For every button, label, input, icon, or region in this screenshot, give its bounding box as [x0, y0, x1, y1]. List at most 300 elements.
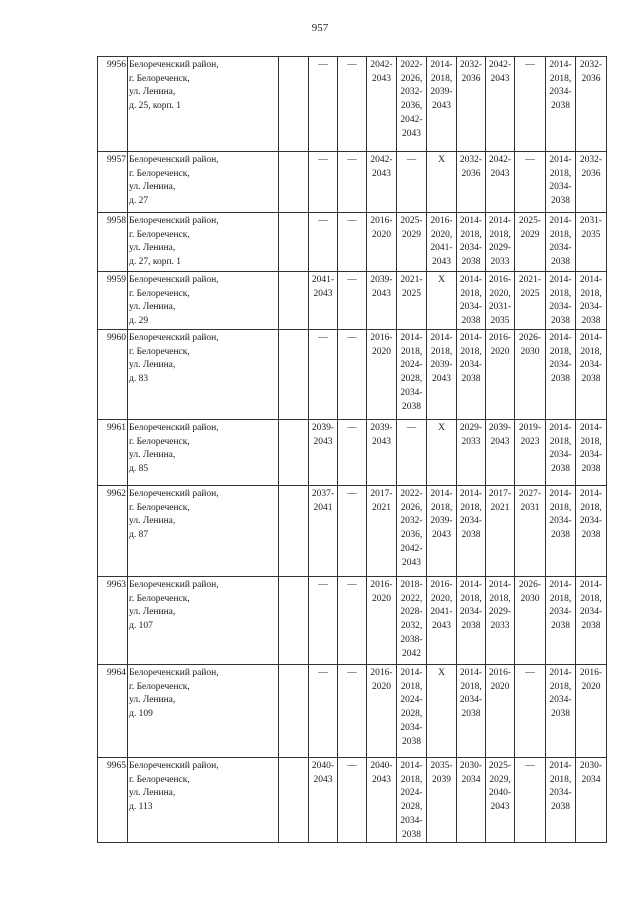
- period-line: 2032,: [400, 621, 423, 632]
- period-line: 2018,: [580, 593, 602, 604]
- period-line: 2018,: [460, 288, 482, 299]
- period-line: 2040-: [311, 761, 335, 771]
- period-line: 2043: [372, 73, 391, 84]
- period-cell: [515, 577, 546, 665]
- period-line: —: [406, 423, 417, 433]
- empty-cell: [279, 577, 309, 665]
- period-cell: [457, 486, 486, 577]
- period-line: 2021-: [518, 275, 542, 285]
- period-cell: [486, 152, 515, 213]
- period-line: 2035: [490, 316, 510, 327]
- period-line: 2038: [402, 736, 421, 747]
- period-line: —: [347, 489, 357, 499]
- address-line: ул. Ленина,: [129, 516, 176, 527]
- period-line: 2027-: [518, 489, 542, 499]
- period-line: 2038: [461, 316, 481, 327]
- period-cell: [515, 420, 546, 486]
- period-line: 2014-: [549, 155, 572, 165]
- period-cell: [457, 272, 486, 330]
- period-cell: [338, 577, 367, 665]
- row-id: 9960: [98, 330, 128, 420]
- period-line: 2034-: [549, 450, 572, 461]
- period-line: 2029: [520, 229, 540, 240]
- period-cell: [367, 486, 397, 577]
- period-cell: [515, 758, 546, 843]
- period-line: 2030-: [579, 761, 603, 771]
- period-line: 2020: [372, 681, 391, 692]
- period-line: 2034-: [459, 302, 483, 313]
- period-line: —: [347, 580, 357, 590]
- period-line: —: [347, 60, 357, 70]
- period-line: 2043: [432, 621, 451, 632]
- empty-cell: [279, 213, 309, 272]
- period-cell: [486, 330, 515, 420]
- period-line: 2039-: [370, 423, 393, 433]
- period-line: 2019-: [518, 423, 542, 433]
- period-cell: [486, 758, 515, 843]
- period-line: 2014-: [579, 580, 603, 590]
- address-line: ул. Ленина,: [129, 360, 176, 371]
- period-line: 2014-: [459, 275, 483, 285]
- address-line: д. 109: [129, 709, 153, 720]
- period-cell: [338, 57, 367, 152]
- period-line: 2014-: [579, 275, 603, 285]
- period-line: 2014-: [459, 580, 483, 590]
- period-cell: [397, 758, 427, 843]
- period-line: —: [406, 155, 417, 165]
- period-cell: [457, 665, 486, 758]
- period-cell: [546, 577, 576, 665]
- address-line: г. Белореченск,: [129, 168, 190, 179]
- row-address: [128, 758, 279, 843]
- address-line: д. 87: [129, 530, 149, 541]
- period-line: 2014-: [400, 761, 423, 771]
- period-line: 2038: [551, 709, 570, 720]
- period-line: 2038: [551, 464, 570, 475]
- address-line: Белореченский район,: [129, 580, 219, 590]
- address-line: ул. Ленина,: [129, 695, 176, 706]
- period-line: 2033: [490, 257, 510, 268]
- period-line: 2036: [461, 73, 481, 84]
- address-line: д. 107: [129, 621, 153, 632]
- period-line: 2038: [581, 374, 601, 385]
- period-line: 2014-: [430, 333, 453, 343]
- address-line: Белореченский район,: [129, 668, 219, 678]
- row-address: [128, 272, 279, 330]
- address-line: д. 27: [129, 196, 149, 207]
- row-id: 9957: [98, 152, 128, 213]
- period-line: 2041: [313, 502, 333, 513]
- period-line: 2043: [372, 436, 391, 447]
- period-cell: [397, 420, 427, 486]
- period-line: 2030: [520, 346, 540, 357]
- period-line: 2043: [432, 257, 451, 268]
- period-line: 2016-: [488, 668, 512, 678]
- period-line: 2043: [372, 288, 391, 299]
- period-cell: [309, 758, 338, 843]
- period-line: 2020: [372, 346, 391, 357]
- period-line: 2018,: [549, 436, 572, 447]
- period-line: 2018,: [549, 346, 572, 357]
- period-cell: [457, 330, 486, 420]
- period-line: 2014-: [549, 580, 572, 590]
- period-line: 2018,: [430, 502, 453, 513]
- period-line: 2018,: [549, 593, 572, 604]
- table-body: [98, 57, 607, 843]
- period-line: 2038: [581, 621, 601, 632]
- period-cell: [457, 577, 486, 665]
- period-line: 2039-: [430, 360, 453, 371]
- period-cell: [486, 213, 515, 272]
- period-line: 2020,: [489, 288, 511, 299]
- period-line: 2029-: [488, 607, 512, 618]
- period-line: —: [318, 155, 328, 165]
- period-cell: [427, 577, 457, 665]
- row-address: [128, 152, 279, 213]
- period-line: 2039-: [311, 423, 335, 433]
- period-line: 2014-: [579, 489, 603, 499]
- period-line: 2018,: [549, 502, 572, 513]
- period-cell: [367, 758, 397, 843]
- address-line: Белореченский район,: [129, 333, 219, 343]
- period-line: 2041-: [430, 243, 453, 254]
- period-line: 2018,: [430, 346, 453, 357]
- period-cell: [515, 152, 546, 213]
- period-line: 2042-: [488, 60, 512, 70]
- period-line: 2043: [432, 530, 451, 541]
- empty-cell: [279, 330, 309, 420]
- address-line: г. Белореченск,: [129, 593, 190, 604]
- address-line: Белореченский район,: [129, 216, 219, 226]
- period-line: 2014-: [488, 580, 512, 590]
- period-line: —: [525, 761, 535, 771]
- period-line: —: [347, 155, 357, 165]
- period-cell: [397, 57, 427, 152]
- period-line: 2032-: [400, 87, 423, 98]
- period-line: 2034-: [400, 815, 423, 826]
- period-line: 2018,: [549, 681, 572, 692]
- period-cell: [576, 272, 607, 330]
- address-line: г. Белореченск,: [129, 288, 190, 299]
- period-cell: [576, 420, 607, 486]
- period-cell: [309, 57, 338, 152]
- period-cell: [486, 420, 515, 486]
- address-line: г. Белореченск,: [129, 73, 190, 84]
- period-line: —: [347, 216, 357, 226]
- period-cell: [576, 213, 607, 272]
- period-cell: [457, 57, 486, 152]
- table-row: [98, 486, 607, 577]
- table-row: [98, 330, 607, 420]
- period-cell: [397, 577, 427, 665]
- empty-cell: [279, 665, 309, 758]
- period-line: 2036: [581, 73, 601, 84]
- period-line: 2035: [581, 229, 601, 240]
- period-cell: [397, 152, 427, 213]
- period-line: 2026-: [518, 580, 542, 590]
- period-line: 2018,: [489, 593, 511, 604]
- period-line: 2043: [372, 774, 391, 785]
- period-line: 2014-: [430, 489, 453, 499]
- address-line: г. Белореченск,: [129, 229, 190, 240]
- period-line: 2038: [402, 829, 421, 840]
- period-line: —: [318, 333, 328, 343]
- period-line: 2022-: [400, 489, 423, 499]
- period-line: 2020: [372, 593, 391, 604]
- period-line: 2034-: [579, 360, 603, 371]
- address-line: Белореченский район,: [129, 275, 219, 285]
- address-line: д. 25, корп. 1: [129, 101, 182, 112]
- row-id: 9965: [98, 758, 128, 843]
- period-line: 2020: [490, 346, 510, 357]
- row-address: [128, 213, 279, 272]
- period-line: 2016-: [370, 668, 393, 678]
- address-line: Белореченский район,: [129, 60, 219, 70]
- period-cell: [576, 486, 607, 577]
- period-cell: [515, 213, 546, 272]
- period-line: 2040-: [488, 788, 512, 799]
- period-line: 2014-: [430, 60, 453, 70]
- period-cell: [427, 330, 457, 420]
- period-line: 2025-: [488, 761, 512, 771]
- row-address: [128, 420, 279, 486]
- address-line: Белореченский район,: [129, 155, 219, 165]
- row-id: 9964: [98, 665, 128, 758]
- period-line: —: [347, 761, 357, 771]
- period-line: 2043: [490, 73, 510, 84]
- period-line: 2029: [402, 229, 421, 240]
- period-line: —: [318, 60, 328, 70]
- period-line: X: [438, 668, 445, 678]
- period-line: 2014-: [488, 216, 512, 226]
- period-cell: [427, 213, 457, 272]
- period-line: 2042-: [488, 155, 512, 165]
- period-line: 2018-: [400, 580, 423, 590]
- period-line: 2036,: [400, 101, 423, 112]
- period-line: 2034-: [549, 360, 572, 371]
- period-cell: [486, 577, 515, 665]
- address-line: ул. Ленина,: [129, 607, 176, 618]
- period-line: X: [438, 423, 445, 433]
- period-line: 2020,: [430, 593, 453, 604]
- period-cell: [486, 57, 515, 152]
- period-line: 2020: [490, 681, 510, 692]
- period-line: 2036,: [400, 530, 423, 541]
- table-row: [98, 272, 607, 330]
- period-cell: [515, 486, 546, 577]
- period-line: 2043: [402, 128, 421, 139]
- address-line: г. Белореченск,: [129, 346, 190, 357]
- period-cell: [309, 272, 338, 330]
- period-line: 2038: [551, 621, 570, 632]
- period-line: 2025: [520, 288, 540, 299]
- period-line: 2018,: [460, 593, 482, 604]
- period-line: 2016-: [370, 580, 393, 590]
- period-cell: [576, 577, 607, 665]
- period-line: 2034: [581, 774, 601, 785]
- row-id: 9961: [98, 420, 128, 486]
- address-line: г. Белореченск,: [129, 774, 190, 785]
- period-line: 2018,: [580, 288, 602, 299]
- row-address: [128, 665, 279, 758]
- period-line: 2018,: [460, 346, 482, 357]
- period-cell: [367, 330, 397, 420]
- period-line: 2016-: [430, 580, 453, 590]
- period-line: 2034-: [459, 607, 483, 618]
- period-line: 2014-: [549, 668, 572, 678]
- address-line: д. 85: [129, 464, 149, 475]
- table-row: [98, 57, 607, 152]
- address-line: г. Белореченск,: [129, 436, 190, 447]
- period-line: 2041-: [311, 275, 335, 285]
- period-line: 2014-: [400, 333, 423, 343]
- period-cell: [397, 213, 427, 272]
- empty-cell: [279, 486, 309, 577]
- period-cell: [397, 486, 427, 577]
- period-line: —: [347, 668, 357, 678]
- empty-cell: [279, 152, 309, 213]
- period-line: 2034-: [579, 450, 603, 461]
- period-cell: [576, 665, 607, 758]
- period-line: 2042-: [370, 60, 393, 70]
- period-line: 2014-: [579, 423, 603, 433]
- period-line: 2020: [581, 681, 601, 692]
- period-line: 2016-: [488, 275, 512, 285]
- period-line: 2018,: [400, 346, 423, 357]
- row-address: [128, 330, 279, 420]
- period-line: 2025-: [400, 216, 423, 226]
- period-line: 2038: [551, 374, 570, 385]
- period-cell: [397, 272, 427, 330]
- period-line: 2043: [313, 436, 333, 447]
- period-cell: [367, 213, 397, 272]
- period-cell: [427, 272, 457, 330]
- empty-cell: [279, 420, 309, 486]
- period-line: 2026,: [400, 502, 423, 513]
- period-line: 2014-: [459, 489, 483, 499]
- period-cell: [515, 57, 546, 152]
- period-line: 2038: [461, 621, 481, 632]
- period-cell: [309, 577, 338, 665]
- period-line: 2018,: [400, 774, 423, 785]
- period-cell: [486, 486, 515, 577]
- period-cell: [546, 272, 576, 330]
- period-line: 2024-: [400, 788, 423, 799]
- period-line: 2039-: [430, 87, 453, 98]
- period-line: X: [438, 275, 445, 285]
- period-cell: [427, 486, 457, 577]
- period-cell: [309, 213, 338, 272]
- period-line: 2041-: [430, 607, 453, 618]
- period-cell: [457, 420, 486, 486]
- period-line: 2035-: [430, 761, 453, 771]
- period-cell: [367, 152, 397, 213]
- period-line: 2034-: [459, 243, 483, 254]
- period-line: 2031: [520, 502, 540, 513]
- period-line: 2014-: [549, 423, 572, 433]
- address-line: д. 113: [129, 802, 153, 813]
- table-row: [98, 420, 607, 486]
- period-line: 2036: [581, 168, 601, 179]
- period-line: 2018,: [549, 229, 572, 240]
- period-line: 2014-: [400, 668, 423, 678]
- period-line: 2018,: [580, 346, 602, 357]
- row-address: [128, 486, 279, 577]
- period-cell: [515, 665, 546, 758]
- period-line: 2042-: [370, 155, 393, 165]
- period-line: 2028,: [400, 709, 423, 720]
- period-cell: [367, 57, 397, 152]
- period-line: 2034-: [549, 302, 572, 313]
- period-line: 2022-: [400, 60, 423, 70]
- empty-cell: [279, 57, 309, 152]
- row-address: [128, 577, 279, 665]
- period-cell: [338, 152, 367, 213]
- empty-cell: [279, 272, 309, 330]
- period-line: 2029-: [488, 243, 512, 254]
- period-line: 2025: [402, 288, 421, 299]
- address-line: ул. Ленина,: [129, 450, 176, 461]
- period-line: 2038: [461, 530, 481, 541]
- period-line: 2018,: [549, 73, 572, 84]
- period-cell: [576, 330, 607, 420]
- period-cell: [309, 420, 338, 486]
- period-line: 2014-: [549, 761, 572, 771]
- period-cell: [309, 486, 338, 577]
- period-line: 2038: [461, 257, 481, 268]
- period-line: 2032-: [459, 60, 483, 70]
- period-cell: [338, 665, 367, 758]
- period-line: 2018,: [580, 502, 602, 513]
- period-line: 2034-: [579, 302, 603, 313]
- period-cell: [367, 665, 397, 758]
- table-row: [98, 577, 607, 665]
- period-line: 2039-: [370, 275, 393, 285]
- row-id: 9958: [98, 213, 128, 272]
- period-cell: [546, 420, 576, 486]
- address-line: ул. Ленина,: [129, 302, 176, 313]
- period-line: 2043: [490, 168, 510, 179]
- period-line: 2034-: [459, 360, 483, 371]
- period-line: 2018,: [489, 229, 511, 240]
- period-line: 2034-: [400, 387, 423, 398]
- period-line: 2033: [490, 621, 510, 632]
- period-line: 2014-: [459, 668, 483, 678]
- period-line: 2034-: [549, 516, 572, 527]
- period-line: 2039-: [488, 423, 512, 433]
- period-line: 2030-: [459, 761, 483, 771]
- period-line: 2014-: [549, 216, 572, 226]
- period-cell: [576, 152, 607, 213]
- period-line: 2018,: [549, 168, 572, 179]
- period-line: 2043: [313, 288, 333, 299]
- period-line: 2038: [581, 530, 601, 541]
- period-line: 2014-: [549, 275, 572, 285]
- period-cell: [338, 330, 367, 420]
- period-cell: [515, 272, 546, 330]
- period-line: 2034-: [549, 182, 572, 193]
- address-line: ул. Ленина,: [129, 87, 176, 98]
- period-cell: [427, 152, 457, 213]
- period-cell: [397, 330, 427, 420]
- period-line: 2014-: [579, 333, 603, 343]
- period-line: 2018,: [460, 502, 482, 513]
- period-line: 2031-: [488, 302, 512, 313]
- period-cell: [309, 152, 338, 213]
- address-line: д. 29: [129, 316, 149, 327]
- period-line: —: [318, 216, 328, 226]
- period-line: 2036: [461, 168, 481, 179]
